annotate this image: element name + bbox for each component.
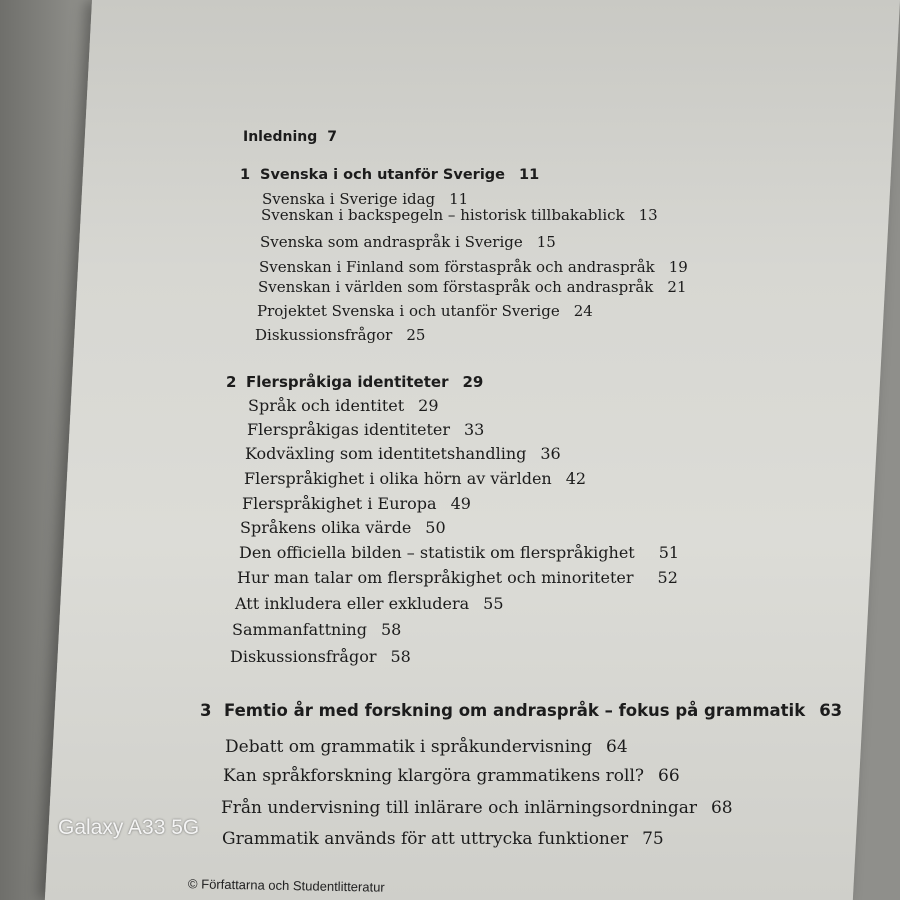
section-page: 49 [450, 494, 471, 513]
chapter-heading [226, 373, 483, 391]
toc-section [260, 233, 556, 251]
section-title: Svenskan i backspegeln – historisk tillbakablick [261, 206, 625, 224]
chapter-page: 63 [819, 701, 843, 720]
section-title: Kan språkforskning klargöra grammatikens roll? [223, 766, 645, 786]
toc-intro [243, 129, 337, 145]
section-title: Grammatik används för att uttrycka funktioner [222, 829, 629, 849]
toc-section [239, 543, 679, 562]
section-title: Hur man talar om flerspråkighet och minoriteter [237, 568, 634, 587]
section-page: 58 [390, 647, 411, 666]
section-page: 64 [606, 737, 628, 757]
chapter-title: Flerspråkiga identiteter [246, 373, 449, 391]
section-page: 24 [573, 302, 593, 320]
section-page: 75 [642, 829, 664, 849]
section-title: Språkens olika värde [240, 518, 412, 537]
section-title: Den officiella bilden – statistik om flerspråkighet [239, 543, 635, 562]
chapter-heading [200, 701, 842, 720]
section-title: Att inkludera eller exkludera [235, 594, 470, 613]
toc-section [222, 829, 664, 849]
section-page: 25 [406, 326, 426, 344]
section-page: 66 [658, 766, 680, 786]
section-page: 55 [483, 594, 504, 613]
section-title: Flerspråkigas identiteter [247, 420, 450, 439]
toc-section [259, 258, 688, 276]
toc-intro-page: 7 [327, 129, 337, 145]
section-title: Flerspråkighet i Europa [242, 494, 437, 513]
toc-section [248, 396, 439, 415]
section-title: Kodväxling som identitetshandling [245, 444, 527, 463]
section-title: Svenskan i världen som förstaspråk och andraspråk [258, 278, 654, 296]
section-page: 52 [657, 568, 678, 587]
toc-section [261, 206, 658, 224]
section-title: Från undervisning till inlärare och inlärningsordningar [221, 798, 697, 818]
chapter-page: 11 [519, 167, 540, 183]
section-page: 19 [668, 258, 688, 276]
section-title: Sammanfattning [232, 620, 367, 639]
section-title: Språk och identitet [248, 396, 405, 415]
section-title: Svenska som andraspråk i Sverige [260, 233, 523, 251]
toc-section [221, 798, 733, 818]
section-title: Projektet Svenska i och utanför Sverige [257, 302, 560, 320]
section-page: 68 [710, 798, 733, 818]
section-page: 42 [565, 469, 587, 488]
section-page: 36 [540, 444, 561, 463]
section-title: Svenskan i Finland som förstaspråk och andraspråk [259, 258, 655, 276]
section-title: Debatt om grammatik i språkundervisning [225, 737, 592, 757]
toc-section [223, 766, 680, 786]
toc-section [245, 444, 561, 463]
section-title: Diskussionsfrågor [230, 647, 377, 666]
chapter-number: 3 [200, 701, 212, 720]
chapter-title: Svenska i och utanför Sverige [260, 167, 505, 183]
toc-section [247, 420, 484, 439]
section-page: 21 [667, 278, 687, 296]
toc-section [242, 494, 471, 513]
toc-intro-title: Inledning [243, 129, 318, 145]
section-page: 13 [638, 206, 658, 224]
toc-section [230, 647, 411, 666]
toc-section [255, 326, 425, 344]
toc-section [232, 620, 401, 639]
section-page: 33 [464, 420, 485, 439]
toc-section [258, 278, 687, 296]
chapter-page: 29 [462, 373, 484, 391]
chapter-heading [240, 167, 539, 183]
section-page: 51 [658, 543, 680, 562]
chapter-number: 2 [226, 373, 237, 391]
section-page: 50 [425, 518, 446, 537]
toc-section [244, 469, 586, 488]
section-title: Flerspråkighet i olika hörn av världen [244, 469, 552, 488]
camera-watermark: Galaxy A33 5G [58, 816, 200, 839]
toc-section [237, 568, 678, 587]
section-page: 11 [449, 190, 469, 208]
chapter-title: Femtio år med forskning om andraspråk – fokus på grammatik [224, 701, 806, 720]
section-page: 58 [380, 620, 402, 639]
section-page: 29 [418, 396, 439, 415]
section-title: Svenska i Sverige idag [262, 190, 436, 208]
toc-section [240, 518, 446, 537]
copyright-footer: © Författarna och Studentlitteratur [187, 876, 385, 895]
section-title: Diskussionsfrågor [255, 326, 393, 344]
toc-section [225, 737, 628, 757]
toc-section [257, 302, 593, 320]
section-page: 15 [536, 233, 556, 251]
chapter-number: 1 [240, 167, 251, 183]
toc-section [235, 594, 504, 613]
